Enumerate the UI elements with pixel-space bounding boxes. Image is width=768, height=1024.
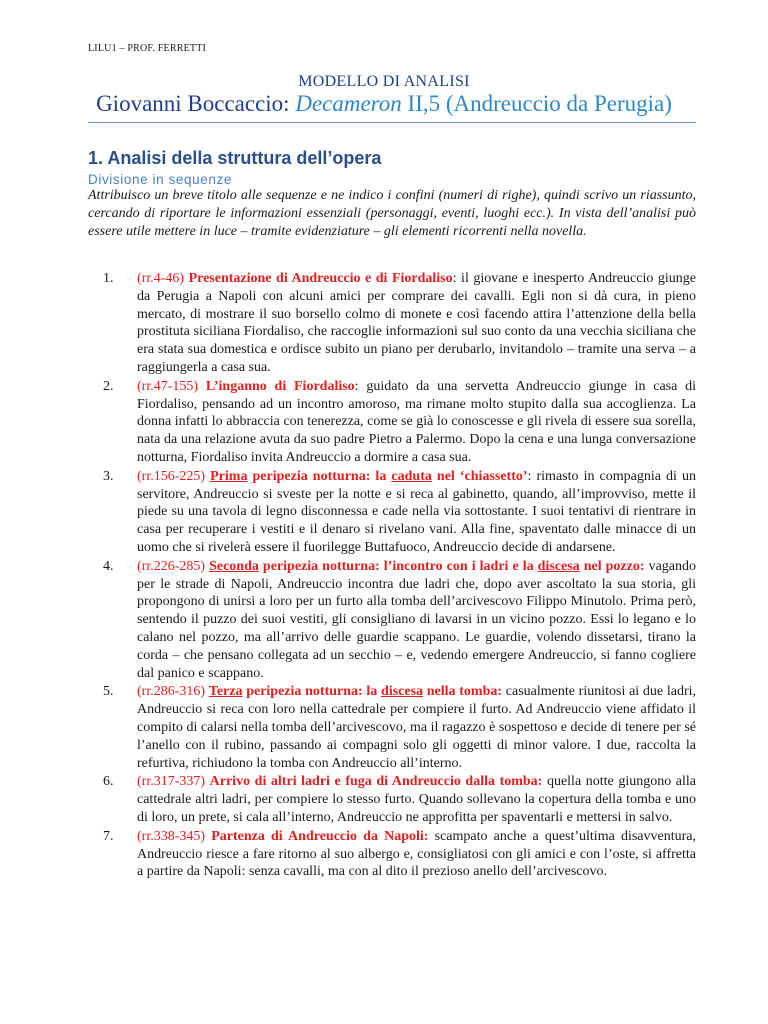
sequence-item [103,270,696,377]
page-header: LILU1 – PROF. FERRETTI [88,43,207,54]
sequence-body [137,773,696,826]
sequence-title: Partenza di Andreuccio da Napoli: [211,828,429,844]
title-rest: II,5 (Andreuccio da Perugia) [407,91,672,116]
sequence-title: Seconda peripezia notturna: l’incontro con i ladri e la discesa nel pozzo: [209,558,645,574]
sequence-number: 4. [103,558,114,574]
title-author: Giovanni Boccaccio: [96,91,290,116]
sequence-body [137,683,696,772]
sequence-number: 3. [103,468,114,484]
line-range: (rr.4-46) [137,271,189,286]
section-title: Analisi della struttura dell’opera [107,148,382,168]
line-range: (rr.338-345) [137,828,212,844]
line-range: (rr.286-316) [137,684,209,700]
subsection-heading: Divisione in sequenze [88,172,232,187]
line-range: (rr.226-285) [137,558,210,574]
sequence-body [137,468,696,557]
sequence-title: Terza peripezia notturna: la discesa nella tomba: [208,684,503,700]
sequence-summary: quella notte giungono alla cattedrale altri ladri, per compiere lo stesso furto. Quando sollevano la copertura della tomba e uno di loro, un prete, si cala all’interno, Andreuccio ne approfitta per spaventarli e mettersi in salvo. [137,774,697,825]
title-separator: : [527,468,532,484]
line-range: (rr.47-155) [137,378,206,394]
sequence-list [103,270,696,882]
sequence-number: 6. [103,774,114,790]
title-divider [88,122,696,123]
sequence-item [103,378,696,467]
sequence-body [137,270,696,377]
sequence-item [103,468,696,557]
sequence-item [103,828,696,881]
line-range: (rr.317-337) [137,774,210,790]
sequence-summary: il giovane e inesperto Andreuccio giunge da Perugia a Napoli con alcuni amici per comprare dei cavalli. Egli non si dà cura, in pieno mercato, di mostrare il suo borsello colmo di monete e così facendo attira l’attenzione della bella prostituta siciliana Fiordaliso, che raccoglie informazioni sul suo conto da una vecchia siciliana che era stata sua domestica e ordisce subito un piano per derubarlo, invitandolo – tramite una serva – a raggiungerla a casa sua. [137,271,696,375]
sequence-title: Prima peripezia notturna: la caduta nel ‘chiassetto’ [210,468,528,484]
sequence-item [103,558,696,683]
title-separator: : [452,271,457,286]
sequence-number: 2. [103,378,114,394]
sequence-body [137,378,696,467]
sequence-summary: casualmente riunitosi ai due ladri, Andreuccio si reca con loro nella cattedrale per compiere il furto. Ad Andreuccio viene affidato il compito di calarsi nella tomba dell’arcivescovo, ma il ragazzo è sospettoso e decide di tenere per sé l’anello con il rubino, passando ai compagni solo gli oggetti di minor valore. I due, raccolta la refurtiva, richiudono la tomba con Andreuccio all’interno. [137,684,697,771]
sequence-body [137,558,696,683]
sequence-summary: vagando per le strade di Napoli, Andreuccio incontra due ladri che, dopo aver ascoltato la sua storia, gli propongono di unirsi a loro per un furto alla tomba dell’arcivescovo Filippo Minutolo. Prima però, sentendo il puzzo dei suoi vestiti, gli consigliano di lavarsi in un vicino pozzo. Essi lo legano e lo calano nel pozzo, ma all’arrivo delle guardie scappano. Le guardie, volendo dissetarsi, tirano la corda – che pensano collegata ad un secchio – e, vedendo emergere Andreuccio, si fanno cogliere dal panico e scappano. [137,558,697,681]
line-range: (rr.156-225) [137,468,211,484]
title-work: Decameron [295,91,402,116]
document-title [0,91,768,117]
sequence-item [103,773,696,826]
section-number: 1. [88,148,104,168]
sequence-number: 5. [103,684,114,700]
sequence-number: 7. [103,828,114,844]
sequence-body [137,828,696,881]
intro-paragraph: Attribuisco un breve titolo alle sequenze e ne indico i confini (numeri di righe), quindi scrivo un riassunto, cercando di riportare le informazioni essenziali (personaggi, eventi, luoghi ecc.). In vista dell’analisi può essere utile mettere in luce – tramite evidenziature – gli elementi ricorrenti nella novella. [88,188,696,239]
sequence-summary: rimasto in compagnia di un servitore, Andreuccio si sveste per la notte e si reca al gabinetto, quando, all’improvviso, mette il piede su una tavola di legno disconnessa e cade nella via sottostante. I suoi tentativi di rientrare in casa per recuperare i vestiti e il denaro si rivelano vani. Alla fine, spaventato dalle minacce di un uomo che si rivelerà essere il fuorilegge Buttafuoco, Andreuccio decide di andarsene. [137,468,696,555]
sequence-item [103,683,696,772]
sequence-summary: guidato da una servetta Andreuccio giunge in casa di Fiordaliso, pensando ad un incontro amoroso, ma rimane molto stupito dalla sua accoglienza. La donna infatti lo abbraccia con tenerezza, come se già lo conoscesse e gli rivela di essere sua sorella, nata da una relazione avuta da suo padre Pietro a Palermo. Dopo la cena e una lunga conversazione notturna, Fiordaliso invita Andreuccio a dormire a casa sua. [137,378,696,465]
sequence-title: L’inganno di Fiordaliso [205,378,355,394]
sequence-summary: scampato anche a quest’ultima disavventura, Andreuccio riesce a fare ritorno al suo albergo e, consigliatosi con gli amici e con l’oste, si affretta a partire da Napoli: senza cavalli, ma con al dito il prezioso anello dell’arcivescovo. [137,828,696,880]
sequence-title: Arrivo di altri ladri e fuga di Andreuccio dalla tomba: [209,774,543,790]
sequence-title: Presentazione di Andreuccio e di Fiordaliso [188,271,453,286]
title-separator: : [354,378,359,394]
section-heading [88,148,381,169]
sequence-number: 1. [103,271,114,286]
document-kicker: MODELLO DI ANALISI [298,73,470,90]
